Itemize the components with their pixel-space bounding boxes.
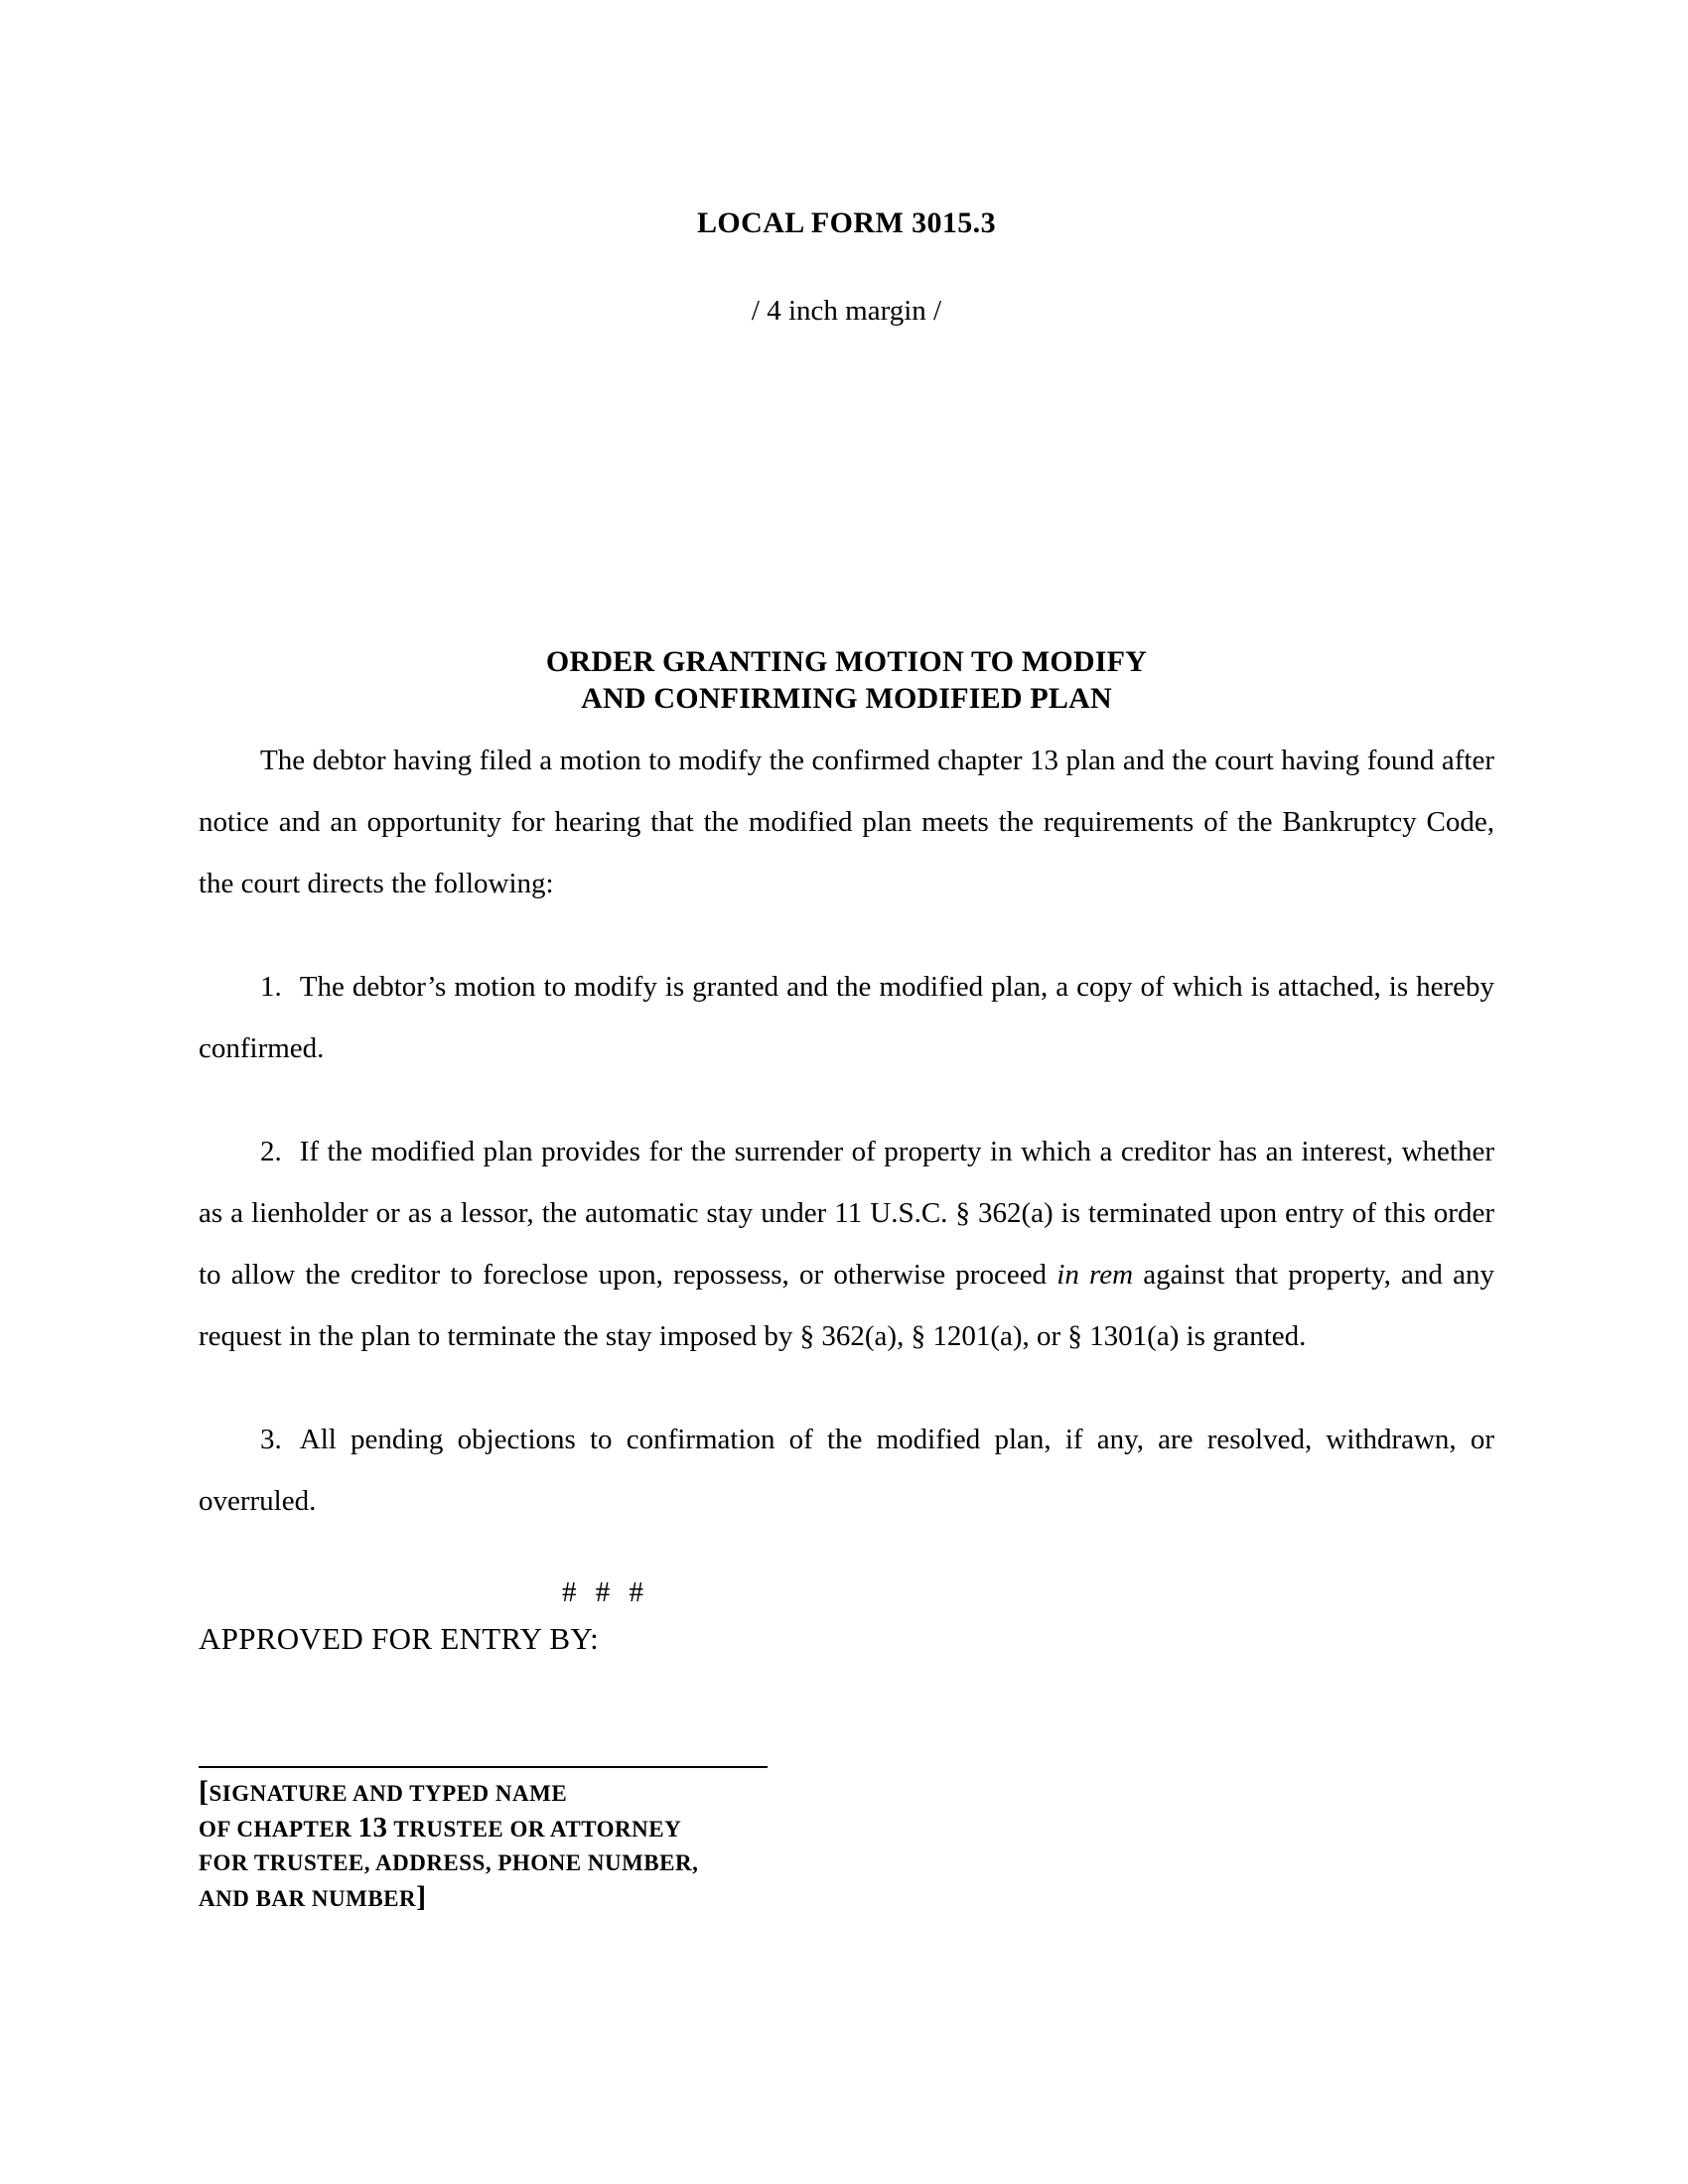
item-3-number: 3. (260, 1424, 282, 1455)
item-2-number: 2. (260, 1136, 282, 1167)
item-2-italic-phrase: in rem (1056, 1259, 1134, 1291)
signature-block-line-3: FOR TRUSTEE, ADDRESS, PHONE NUMBER, (199, 1850, 699, 1875)
item-2-text-after-italic: against that property, and any request in the plan to terminate the stay imposed by § 362(a), § 1201(a), or § 1301(a) is granted. (199, 1259, 1494, 1352)
signature-block-line-2-post: TRUSTEE OR ATTORNEY (387, 1817, 682, 1842)
signature-block-chapter-number: 13 (357, 1812, 388, 1843)
order-title-line-2: AND CONFIRMING MODIFIED PLAN (581, 682, 1112, 715)
order-title-line-1: ORDER GRANTING MOTION TO MODIFY (545, 645, 1148, 678)
signature-block-line-1 (199, 1775, 894, 1811)
approved-for-entry-label: APPROVED FOR ENTRY BY: (199, 1621, 600, 1656)
numbered-item-3 (199, 1409, 1494, 1532)
signature-rule-line (199, 1766, 768, 1768)
item-1-number: 1. (260, 971, 282, 1003)
item-1-text: The debtor’s motion to modify is granted and the modified plan, a copy of which is attached, is hereby confirmed. (199, 971, 1494, 1064)
signature-block-line-2-pre: OF CHAPTER (199, 1817, 358, 1842)
order-title (199, 643, 1494, 717)
signature-instruction-block (199, 1775, 894, 1916)
signature-block-line-4 (199, 1880, 894, 1916)
order-body (199, 730, 1494, 1532)
signature-block-line-1-text: SIGNATURE AND TYPED NAME (209, 1781, 568, 1806)
signature-open-bracket: [ (199, 1775, 210, 1808)
intro-paragraph: The debtor having filed a motion to modify the confirmed chapter 13 plan and the court having found after notice and an opportunity for hearing that the modified plan meets the requirements of the Bankruptcy Code, the court directs the following: (199, 745, 1494, 899)
item-2-text-before-italic: If the modified plan provides for the surrender of property in which a creditor has an interest, whether as a lienholder or as a lessor, the automatic stay under 11 U.S.C. § 362(a) is terminated upon entry of this order to allow the creditor to foreclose upon, repossess, or otherwise proceed (199, 1136, 1494, 1291)
numbered-item-1 (199, 956, 1494, 1079)
form-number-heading: LOCAL FORM 3015.3 (697, 206, 996, 239)
numbered-item-2 (199, 1121, 1494, 1367)
signature-block-line-4-text: AND BAR NUMBER (199, 1886, 417, 1911)
signature-block-line-2 (199, 1811, 894, 1846)
item-3-text: All pending objections to confirmation of the modified plan, if any, are resolved, withdrawn, or overruled. (199, 1424, 1494, 1517)
signature-close-bracket: ] (416, 1880, 427, 1913)
end-of-order-marker: # # # (562, 1576, 649, 1608)
margin-note: / 4 inch margin / (751, 295, 942, 327)
